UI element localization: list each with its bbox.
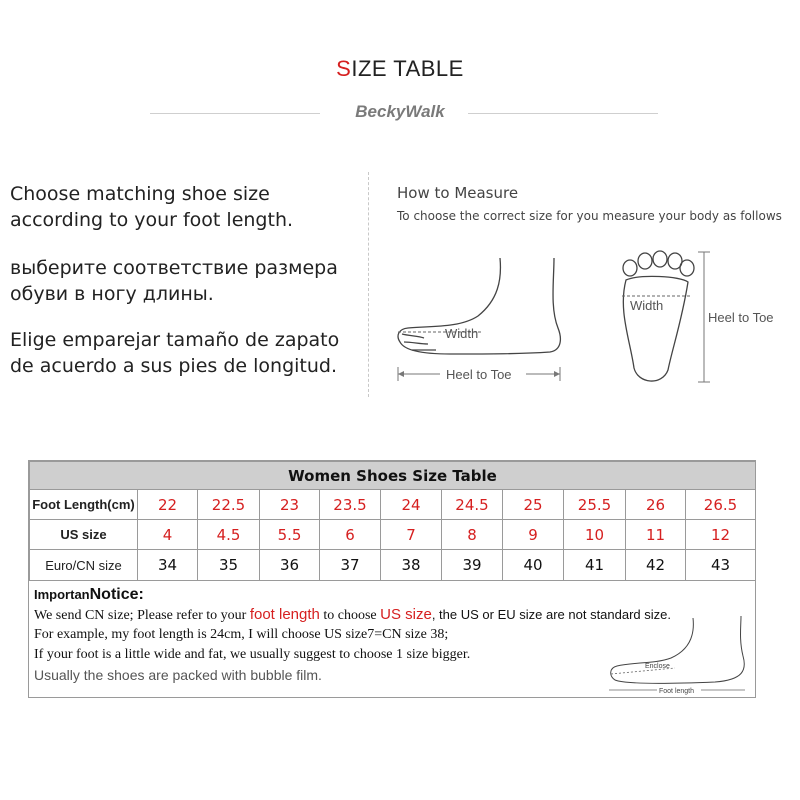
notice-text: to choose [319, 608, 381, 623]
notice-emphasis-us-size: US size [380, 606, 432, 623]
table-cell: 25 [503, 490, 564, 520]
foot-outline-icon [611, 616, 745, 683]
page-title-rest: IZE TABLE [351, 56, 464, 81]
table-cell: 6 [320, 520, 381, 550]
table-cell: 12 [686, 520, 756, 550]
table-cell: 35 [198, 550, 260, 581]
table-cell: 38 [381, 550, 442, 581]
foot-measure-illustration [390, 250, 790, 390]
table-row [30, 550, 756, 581]
table-cell: 23 [260, 490, 320, 520]
intro-spanish: Elige emparejar tamaño de zapato de acuerdo a sus pies de longitud. [10, 329, 340, 377]
table-row [30, 490, 756, 520]
notice-line-4: Usually the shoes are packed with bubble film. [34, 667, 322, 683]
table-cell: 39 [442, 550, 503, 581]
table-cell: 34 [138, 550, 198, 581]
notice-heading [34, 585, 754, 605]
table-cell: 11 [626, 520, 686, 550]
table-cell: 24 [381, 490, 442, 520]
table-cell: 41 [564, 550, 626, 581]
table-cell: 8 [442, 520, 503, 550]
fig-enclose-label: Enclose [645, 663, 670, 670]
row-label-us-size: US size [30, 520, 138, 550]
page-title-initial: S [336, 56, 352, 81]
foot-sole-icon [623, 251, 694, 381]
notice-heading-word: Notice: [89, 586, 144, 603]
table-cell: 4 [138, 520, 198, 550]
intro-english: Choose matching shoe size according to your foot length. [10, 183, 294, 231]
intro-russian: выберите соответствие размера обуви в ногу длины. [10, 257, 338, 305]
section-divider [368, 172, 369, 397]
table-cell: 7 [381, 520, 442, 550]
table-row [30, 520, 756, 550]
table-cell: 40 [503, 550, 564, 581]
foot-side-icon [398, 258, 560, 354]
table-cell: 5.5 [260, 520, 320, 550]
notice-heading-prefix: Importan [34, 587, 90, 602]
table-cell: 42 [626, 550, 686, 581]
fig-foot-length-label: Foot length [659, 688, 695, 695]
sole-length-label: Heel to Toe [708, 310, 774, 325]
table-cell: 23.5 [320, 490, 381, 520]
notice-emphasis-foot-length: foot length [249, 606, 320, 623]
how-to-measure-subtitle: To choose the correct size for you measure your body as follows [397, 209, 782, 223]
table-cell: 22 [138, 490, 198, 520]
side-length-label: Heel to Toe [446, 367, 512, 382]
table-cell: 43 [686, 550, 756, 581]
table-cell: 10 [564, 520, 626, 550]
size-table-caption: Women Shoes Size Table [30, 462, 756, 490]
page-title [0, 56, 800, 82]
notice-text: , the US or EU size are not standard size. [431, 607, 671, 622]
row-label-euro-cn-size: Euro/CN size [30, 550, 138, 581]
row-label-foot-length: Foot Length(cm) [30, 490, 138, 520]
table-cell: 37 [320, 550, 381, 581]
foot-length-illustration [605, 610, 753, 696]
table-cell: 9 [503, 520, 564, 550]
side-width-label: Width [445, 326, 479, 341]
notice-line-3: If your foot is a little wide and fat, we usually suggest to choose 1 size bigger. [34, 647, 471, 662]
table-cell: 26.5 [686, 490, 756, 520]
table-cell: 25.5 [564, 490, 626, 520]
notice-line-2: For example, my foot length is 24cm, I will choose US size7=CN size 38; [34, 627, 449, 642]
how-to-measure-title: How to Measure [397, 184, 519, 202]
table-cell: 24.5 [442, 490, 503, 520]
table-cell: 36 [260, 550, 320, 581]
table-cell: 26 [626, 490, 686, 520]
sole-width-label: Width [630, 298, 664, 313]
table-cell: 22.5 [198, 490, 260, 520]
size-table [29, 461, 756, 581]
table-cell: 4.5 [198, 520, 260, 550]
notice-text: We send CN size; Please refer to your [34, 608, 250, 623]
brand-logo: BeckyWalk [355, 102, 445, 121]
